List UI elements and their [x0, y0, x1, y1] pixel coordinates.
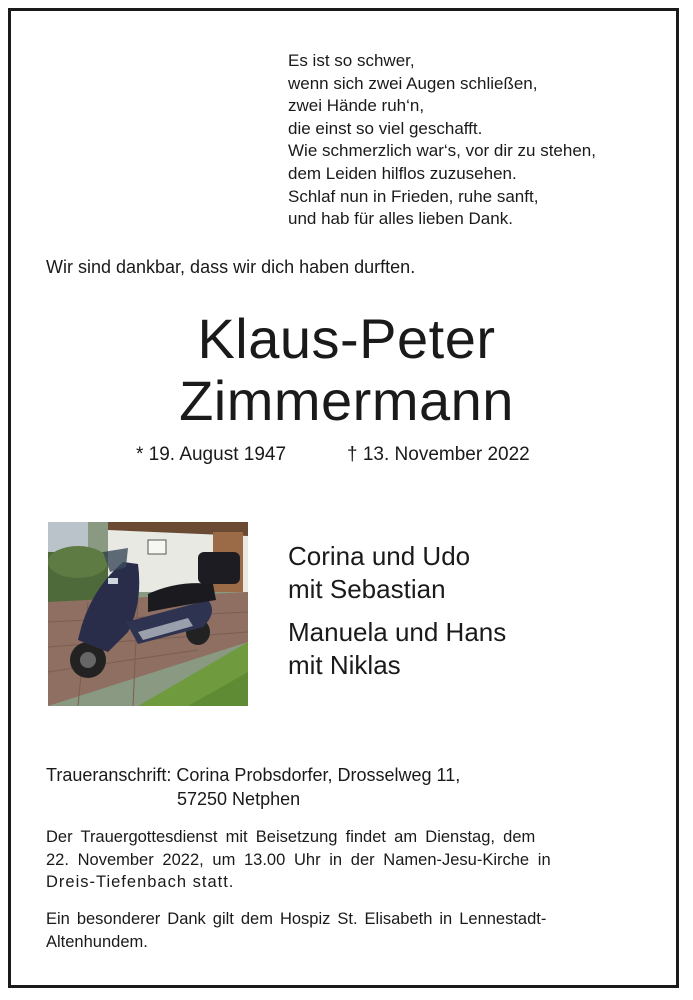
deceased-last-name: Zimmermann	[179, 369, 514, 432]
service-line: 22. November 2022, um 13.00 Uhr in der Namen-Jesu-Kirche in	[46, 850, 551, 869]
thanks-line: Ein besonderer Dank gilt dem Hospiz St. Elisabeth in Lennestadt-	[46, 910, 547, 928]
family-member: mit Sebastian	[288, 574, 446, 604]
service-line: Der Trauergottesdienst mit Beisetzung findet am Dienstag, dem	[46, 828, 536, 846]
poem-line: Es ist so schwer,	[288, 51, 415, 70]
poem-line: wenn sich zwei Augen schließen,	[288, 73, 538, 93]
family-group	[288, 540, 506, 606]
service-info	[46, 826, 646, 894]
poem-line: und hab für alles lieben Dank.	[288, 209, 513, 229]
death-date: † 13. November 2022	[347, 444, 530, 465]
family-group	[288, 616, 506, 682]
poem-line: Schlaf nun in Frieden, ruhe sanft,	[288, 186, 539, 206]
family-member: mit Niklas	[288, 650, 401, 680]
thanks-text	[46, 908, 546, 953]
deceased-first-name: Klaus-Peter	[197, 307, 496, 370]
family-list	[288, 540, 506, 692]
poem-line: dem Leiden hilflos zuzusehen.	[288, 163, 517, 183]
intro-text: Wir sind dankbar, dass wir dich haben durften.	[46, 257, 416, 277]
address-label: Traueranschrift:	[46, 765, 172, 785]
thanks-line: Altenhundem.	[46, 932, 148, 951]
scooter-photo-image	[48, 522, 248, 706]
mourning-address	[46, 763, 460, 811]
family-member: Manuela und Hans	[288, 617, 507, 647]
poem-line: die einst so viel geschafft.	[288, 118, 483, 138]
poem-line: Wie schmerzlich war‘s, vor dir zu stehen,	[288, 141, 596, 161]
poem	[288, 50, 596, 231]
family-member: Corina und Udo	[288, 541, 471, 571]
poem-line: zwei Hände ruh‘n,	[288, 96, 425, 116]
scooter-photo	[48, 522, 248, 706]
address-line: Corina Probsdorfer, Drosselweg 11,	[176, 765, 461, 785]
service-line: Dreis-Tiefenbach statt.	[46, 873, 235, 891]
birth-date: * 19. August 1947	[136, 444, 287, 465]
address-city: 57250 Netphen	[177, 789, 301, 809]
